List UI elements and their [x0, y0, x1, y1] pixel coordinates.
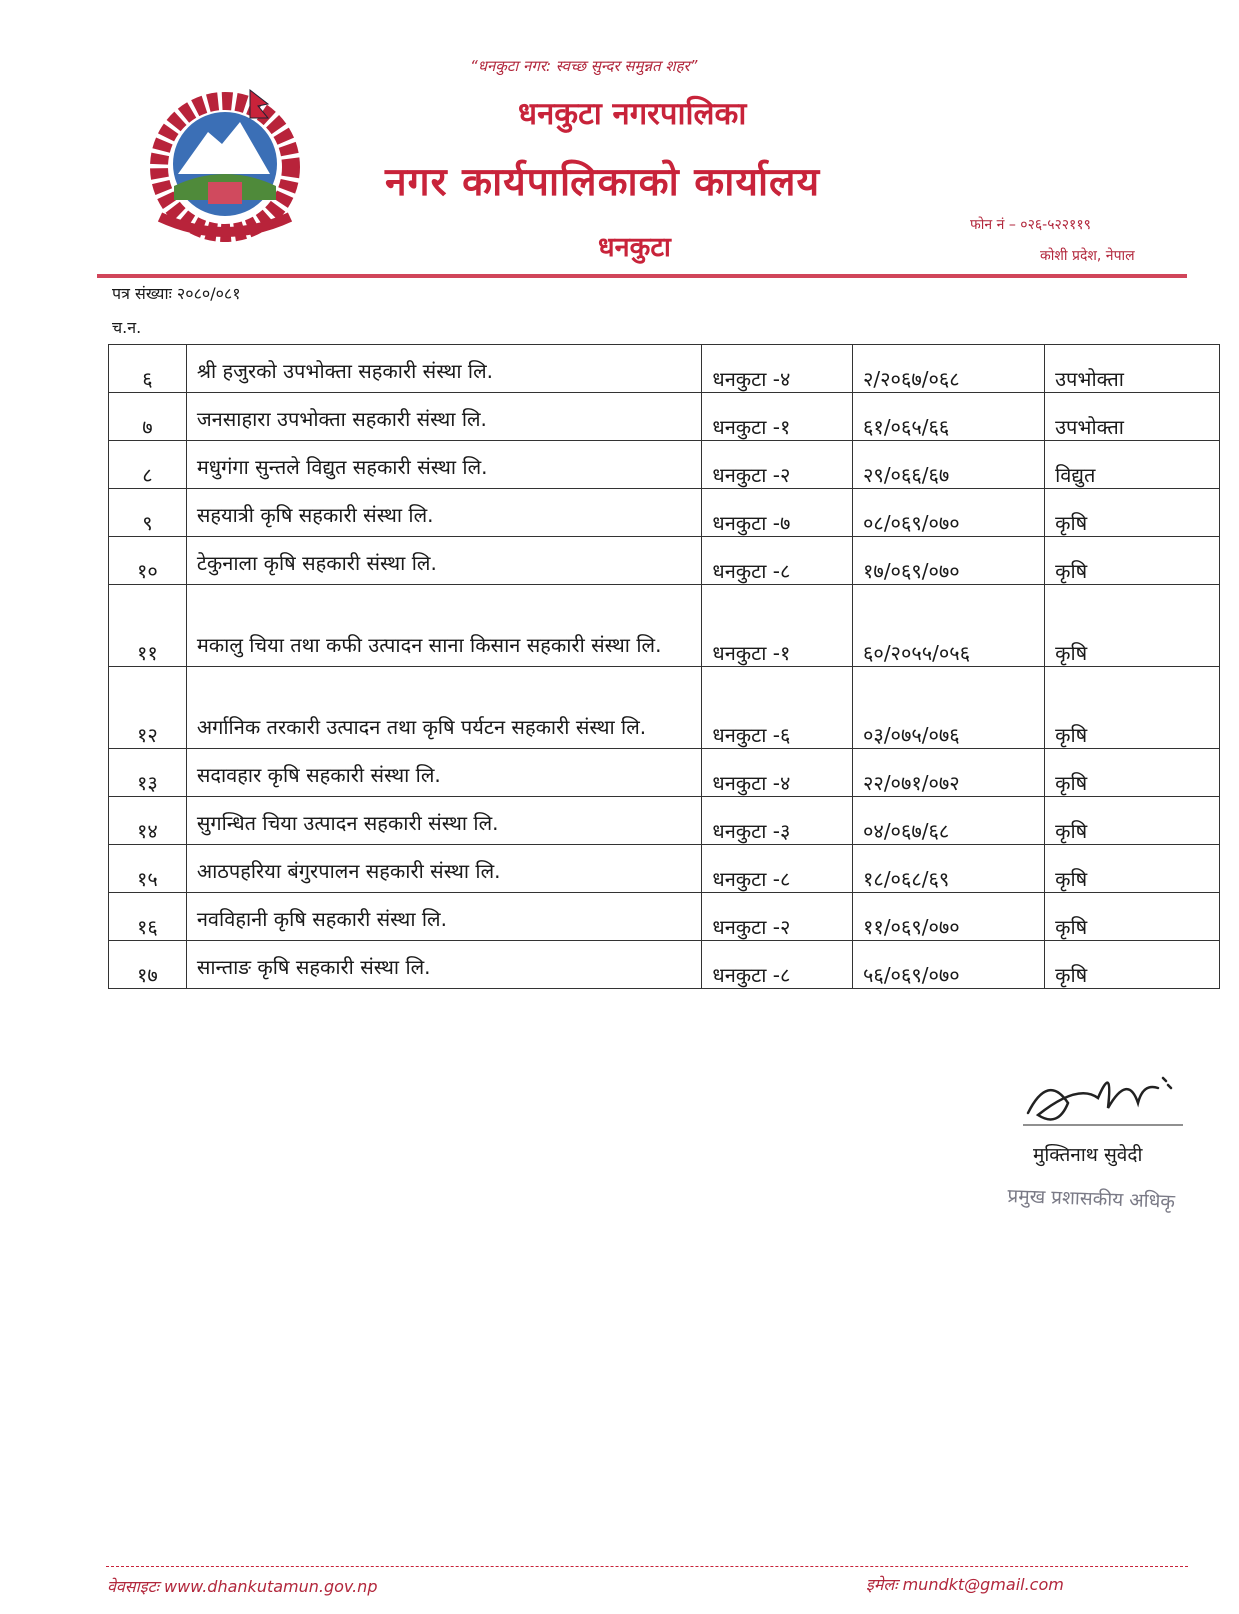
- cooperative-type: कृषि: [1045, 585, 1220, 667]
- cooperative-type: विद्युत: [1045, 441, 1220, 489]
- ward-cell: धनकुटा -२: [702, 441, 853, 489]
- serial-number: १४: [109, 797, 187, 845]
- table-row: [109, 797, 1220, 845]
- cooperative-type: उपभोक्ता: [1045, 393, 1220, 441]
- dispatch-number: च.न.: [112, 318, 142, 337]
- table-row: [109, 585, 1220, 667]
- cooperative-name: आठपहरिया बंगुरपालन सहकारी संस्था लि.: [186, 845, 702, 893]
- slogan: “धनकुटा नगर: स्वच्छ सुन्दर समुन्नत शहर”: [470, 57, 698, 75]
- cooperative-type: उपभोक्ता: [1045, 345, 1220, 393]
- serial-number: ९: [109, 489, 187, 537]
- footer-divider: [106, 1566, 1188, 1567]
- registration-number: ११/०६९/०७०: [853, 893, 1045, 941]
- cooperative-name: सहयात्री कृषि सहकारी संस्था लि.: [186, 489, 702, 537]
- table-row: [109, 893, 1220, 941]
- table-row: [109, 345, 1220, 393]
- header-divider: [97, 274, 1187, 278]
- handwritten-signature: [1018, 1053, 1188, 1133]
- serial-number: १०: [109, 537, 187, 585]
- serial-number: १७: [109, 941, 187, 989]
- serial-number: १६: [109, 893, 187, 941]
- ward-cell: धनकुटा -३: [702, 797, 853, 845]
- cooperative-type: कृषि: [1045, 749, 1220, 797]
- ward-cell: धनकुटा -७: [702, 489, 853, 537]
- registration-number: ६१/०६५/६६: [853, 393, 1045, 441]
- table-row: [109, 941, 1220, 989]
- nepal-emblem-logo: [130, 82, 320, 252]
- serial-number: ११: [109, 585, 187, 667]
- cooperative-name: टेकुनाला कृषि सहकारी संस्था लि.: [186, 537, 702, 585]
- serial-number: १३: [109, 749, 187, 797]
- table-row: [109, 489, 1220, 537]
- website-link[interactable]: वेवसाइटः www.dhankutamun.gov.np: [107, 1577, 378, 1596]
- cooperative-type: कृषि: [1045, 941, 1220, 989]
- table-row: [109, 749, 1220, 797]
- phone-number: फोन नं – ०२६-५२२११९: [970, 217, 1091, 233]
- table-row: [109, 393, 1220, 441]
- cooperative-name: सदावहार कृषि सहकारी संस्था लि.: [186, 749, 702, 797]
- cooperative-name: श्री हजुरको उपभोक्ता सहकारी संस्था लि.: [186, 345, 702, 393]
- table-row: [109, 667, 1220, 749]
- ward-cell: धनकुटा -८: [702, 845, 853, 893]
- cooperative-type: कृषि: [1045, 667, 1220, 749]
- cooperative-name: जनसाहारा उपभोक्ता सहकारी संस्था लि.: [186, 393, 702, 441]
- ward-cell: धनकुटा -८: [702, 941, 853, 989]
- municipality-name: धनकुटा नगरपालिका: [518, 96, 747, 132]
- table-row: [109, 441, 1220, 489]
- table-row: [109, 537, 1220, 585]
- signatory-name: मुक्तिनाथ सुवेदी: [1033, 1144, 1143, 1166]
- registration-number: ०८/०६९/०७०: [853, 489, 1045, 537]
- ward-cell: धनकुटा -१: [702, 585, 853, 667]
- cooperative-type: कृषि: [1045, 845, 1220, 893]
- registration-number: ०३/०७५/०७६: [853, 667, 1045, 749]
- province-address: कोशी प्रदेश, नेपाल: [1040, 248, 1135, 264]
- cooperative-name: सुगन्धित चिया उत्पादन सहकारी संस्था लि.: [186, 797, 702, 845]
- serial-number: १५: [109, 845, 187, 893]
- cooperative-name: अर्गानिक तरकारी उत्पादन तथा कृषि पर्यटन सहकारी संस्था लि.: [186, 667, 702, 749]
- ward-cell: धनकुटा -४: [702, 749, 853, 797]
- cooperative-name: मकालु चिया तथा कफी उत्पादन साना किसान सहकारी संस्था लि.: [186, 585, 702, 667]
- ward-cell: धनकुटा -६: [702, 667, 853, 749]
- cooperative-type: कृषि: [1045, 893, 1220, 941]
- serial-number: ८: [109, 441, 187, 489]
- cooperative-name: मधुगंगा सुन्तले विद्युत सहकारी संस्था लि.: [186, 441, 702, 489]
- ward-cell: धनकुटा -४: [702, 345, 853, 393]
- serial-number: १२: [109, 667, 187, 749]
- cooperative-type: कृषि: [1045, 537, 1220, 585]
- cooperative-type: कृषि: [1045, 797, 1220, 845]
- letter-number: पत्र संख्याः २०८०/०८१: [112, 284, 241, 303]
- registration-number: ०४/०६७/६८: [853, 797, 1045, 845]
- registration-number: ५६/०६९/०७०: [853, 941, 1045, 989]
- table-row: [109, 845, 1220, 893]
- registration-number: १७/०६९/०७०: [853, 537, 1045, 585]
- ward-cell: धनकुटा -२: [702, 893, 853, 941]
- office-location: धनकुटा: [598, 232, 671, 263]
- registration-number: १८/०६८/६९: [853, 845, 1045, 893]
- ward-cell: धनकुटा -८: [702, 537, 853, 585]
- cooperative-name: नवविहानी कृषि सहकारी संस्था लि.: [186, 893, 702, 941]
- cooperative-table: [108, 344, 1220, 989]
- registration-number: ६०/२०५५/०५६: [853, 585, 1045, 667]
- ward-cell: धनकुटा -१: [702, 393, 853, 441]
- cooperative-name: सान्ताङ कृषि सहकारी संस्था लि.: [186, 941, 702, 989]
- serial-number: ६: [109, 345, 187, 393]
- cooperative-type: कृषि: [1045, 489, 1220, 537]
- office-title: नगर कार्यपालिकाको कार्यालय: [385, 160, 821, 205]
- registration-number: २९/०६६/६७: [853, 441, 1045, 489]
- signatory-title: प्रमुख प्रशासकीय अधिकृ: [1007, 1184, 1176, 1213]
- email-link[interactable]: इमेलः mundkt@gmail.com: [866, 1575, 1064, 1594]
- serial-number: ७: [109, 393, 187, 441]
- registration-number: २/२०६७/०६८: [853, 345, 1045, 393]
- registration-number: २२/०७१/०७२: [853, 749, 1045, 797]
